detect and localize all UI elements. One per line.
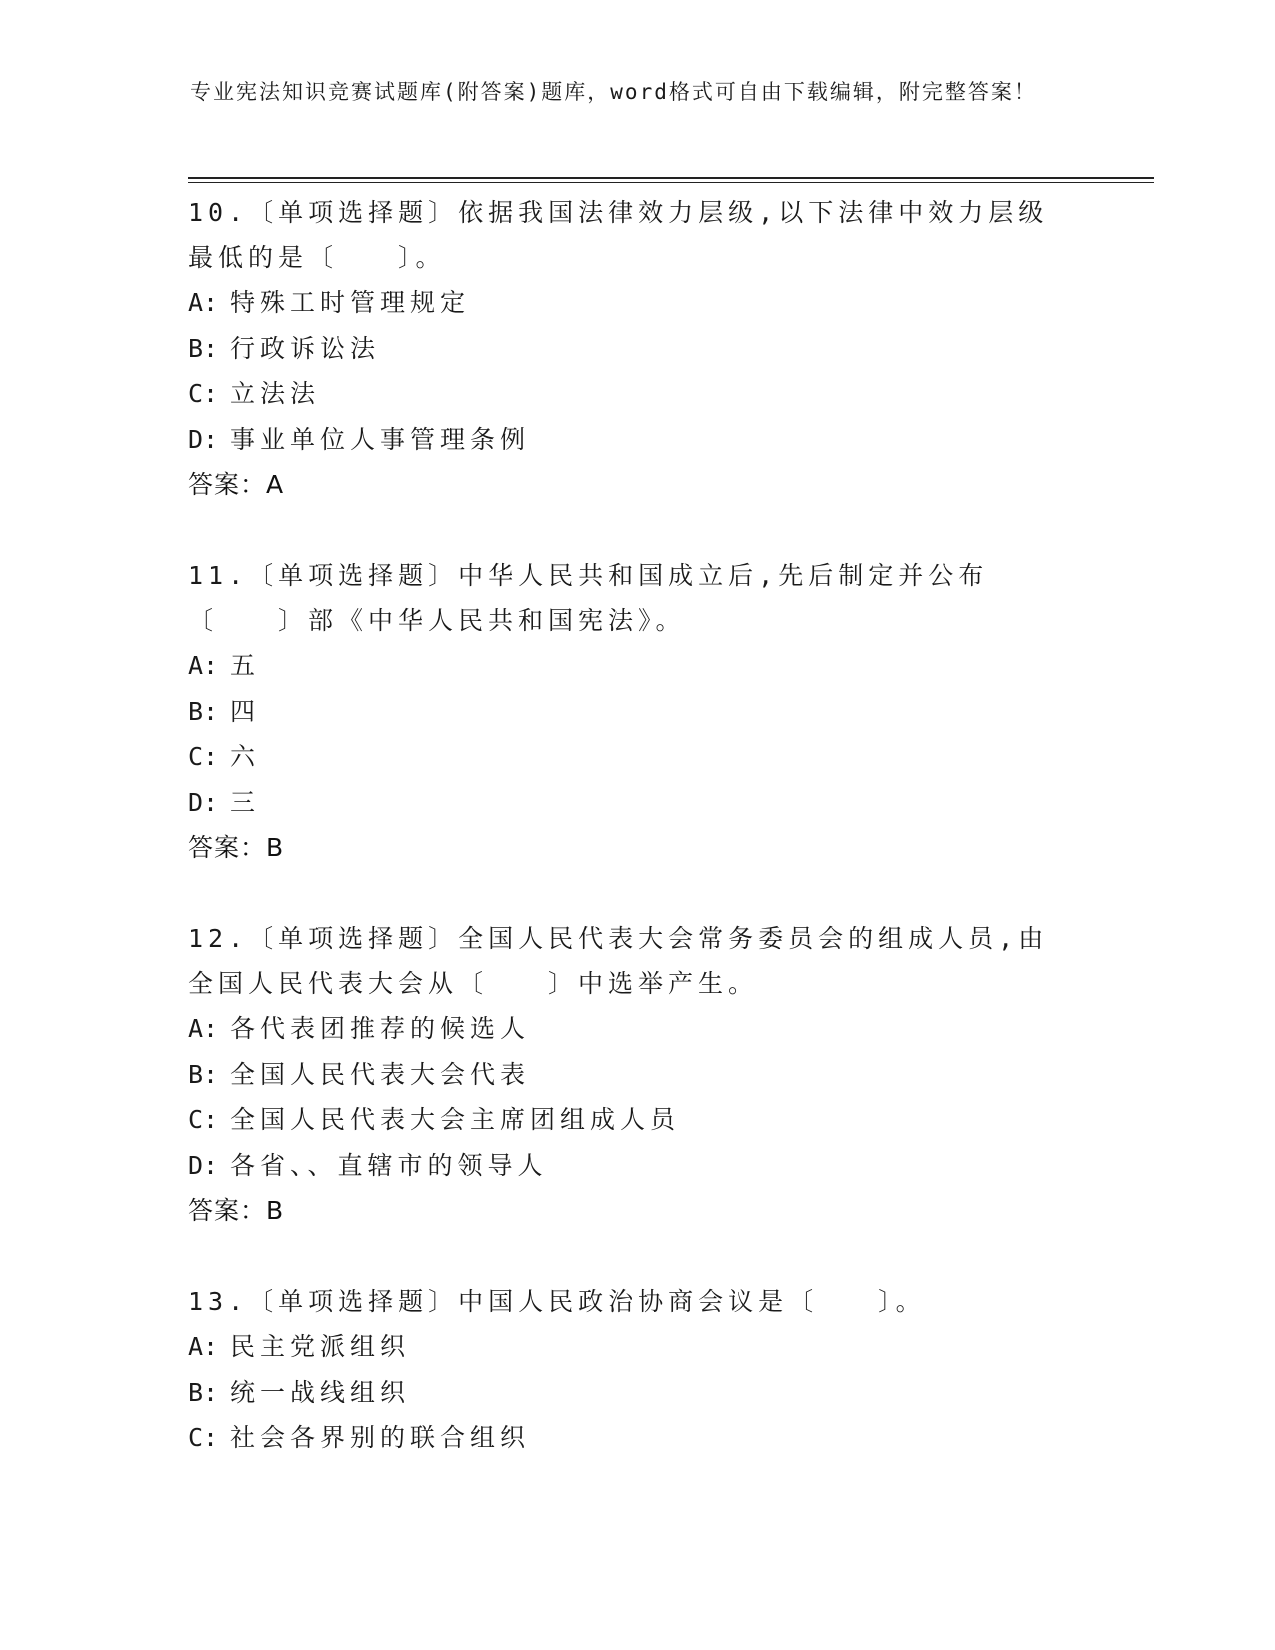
option-text: 事业单位人事管理条例 <box>230 424 531 454</box>
option-text: 民主党派组织 <box>230 1332 411 1361</box>
option-letter: D: <box>188 1150 219 1180</box>
question-stem: 10.〔单项选择题〕依据我国法律效力层级,以下法律中效力层级最低的是〔 〕。 <box>188 198 1049 272</box>
option-c <box>188 1097 1088 1143</box>
option-letter: A: <box>188 288 219 317</box>
option-a <box>188 1006 1088 1052</box>
option-c <box>188 371 1088 417</box>
option-text: 全国人民代表大会代表 <box>230 1059 531 1089</box>
option-text: 各代表团推荐的候选人 <box>230 1014 531 1043</box>
option-letter: B: <box>188 1377 219 1407</box>
option-text: 六 <box>230 742 261 771</box>
header-rule-thick <box>188 177 1154 179</box>
option-text: 统一战线组织 <box>230 1377 411 1407</box>
answer-line: 答案：A <box>188 470 285 499</box>
option-a <box>188 1324 1088 1370</box>
question-13 <box>188 1279 1088 1461</box>
document-header: 专业宪法知识竞赛试题库(附答案)题库，word格式可自由下载编辑，附完整答案！ <box>190 80 1037 104</box>
option-d <box>188 1143 1088 1189</box>
question-12 <box>188 916 1088 1233</box>
header-rule-thin <box>188 182 1154 183</box>
option-c <box>188 734 1088 780</box>
option-letter: A: <box>188 651 219 680</box>
option-letter: C: <box>188 742 219 771</box>
answer-line: 答案：B <box>188 833 285 862</box>
option-letter: C: <box>188 1105 219 1134</box>
question-11 <box>188 553 1088 870</box>
question-list <box>188 190 1088 1507</box>
option-letter: A: <box>188 1014 219 1043</box>
option-letter: B: <box>188 333 219 363</box>
option-b <box>188 1370 1088 1416</box>
question-stem: 12.〔单项选择题〕全国人民代表大会常务委员会的组成人员,由全国人民代表大会从〔 〕中选举产生。 <box>188 924 1049 998</box>
option-d <box>188 417 1088 463</box>
option-c <box>188 1415 1088 1461</box>
answer-line: 答案：B <box>188 1196 285 1225</box>
option-text: 四 <box>230 696 261 726</box>
option-a <box>188 643 1088 689</box>
option-b <box>188 689 1088 735</box>
option-b <box>188 1052 1088 1098</box>
question-stem: 11.〔单项选择题〕中华人民共和国成立后,先后制定并公布〔 〕部《中华人民共和国宪法》。 <box>188 561 989 635</box>
option-letter: D: <box>188 787 219 817</box>
option-text: 行政诉讼法 <box>230 333 381 363</box>
option-letter: D: <box>188 424 219 454</box>
option-b <box>188 326 1088 372</box>
option-letter: B: <box>188 696 219 726</box>
option-letter: A: <box>188 1332 219 1361</box>
option-d <box>188 780 1088 826</box>
option-letter: B: <box>188 1059 219 1089</box>
option-a <box>188 280 1088 326</box>
option-text: 五 <box>230 651 261 680</box>
option-letter: C: <box>188 379 219 408</box>
question-stem: 13.〔单项选择题〕中国人民政治协商会议是〔 〕。 <box>188 1287 926 1316</box>
option-letter: C: <box>188 1423 219 1452</box>
question-10 <box>188 190 1088 507</box>
option-text: 立法法 <box>230 379 321 408</box>
option-text: 特殊工时管理规定 <box>230 288 471 317</box>
option-text: 三 <box>230 787 261 817</box>
option-text: 全国人民代表大会主席团组成人员 <box>230 1105 681 1134</box>
option-text: 社会各界别的联合组织 <box>230 1423 531 1452</box>
option-text: 各省、、直辖市的领导人 <box>230 1150 548 1180</box>
